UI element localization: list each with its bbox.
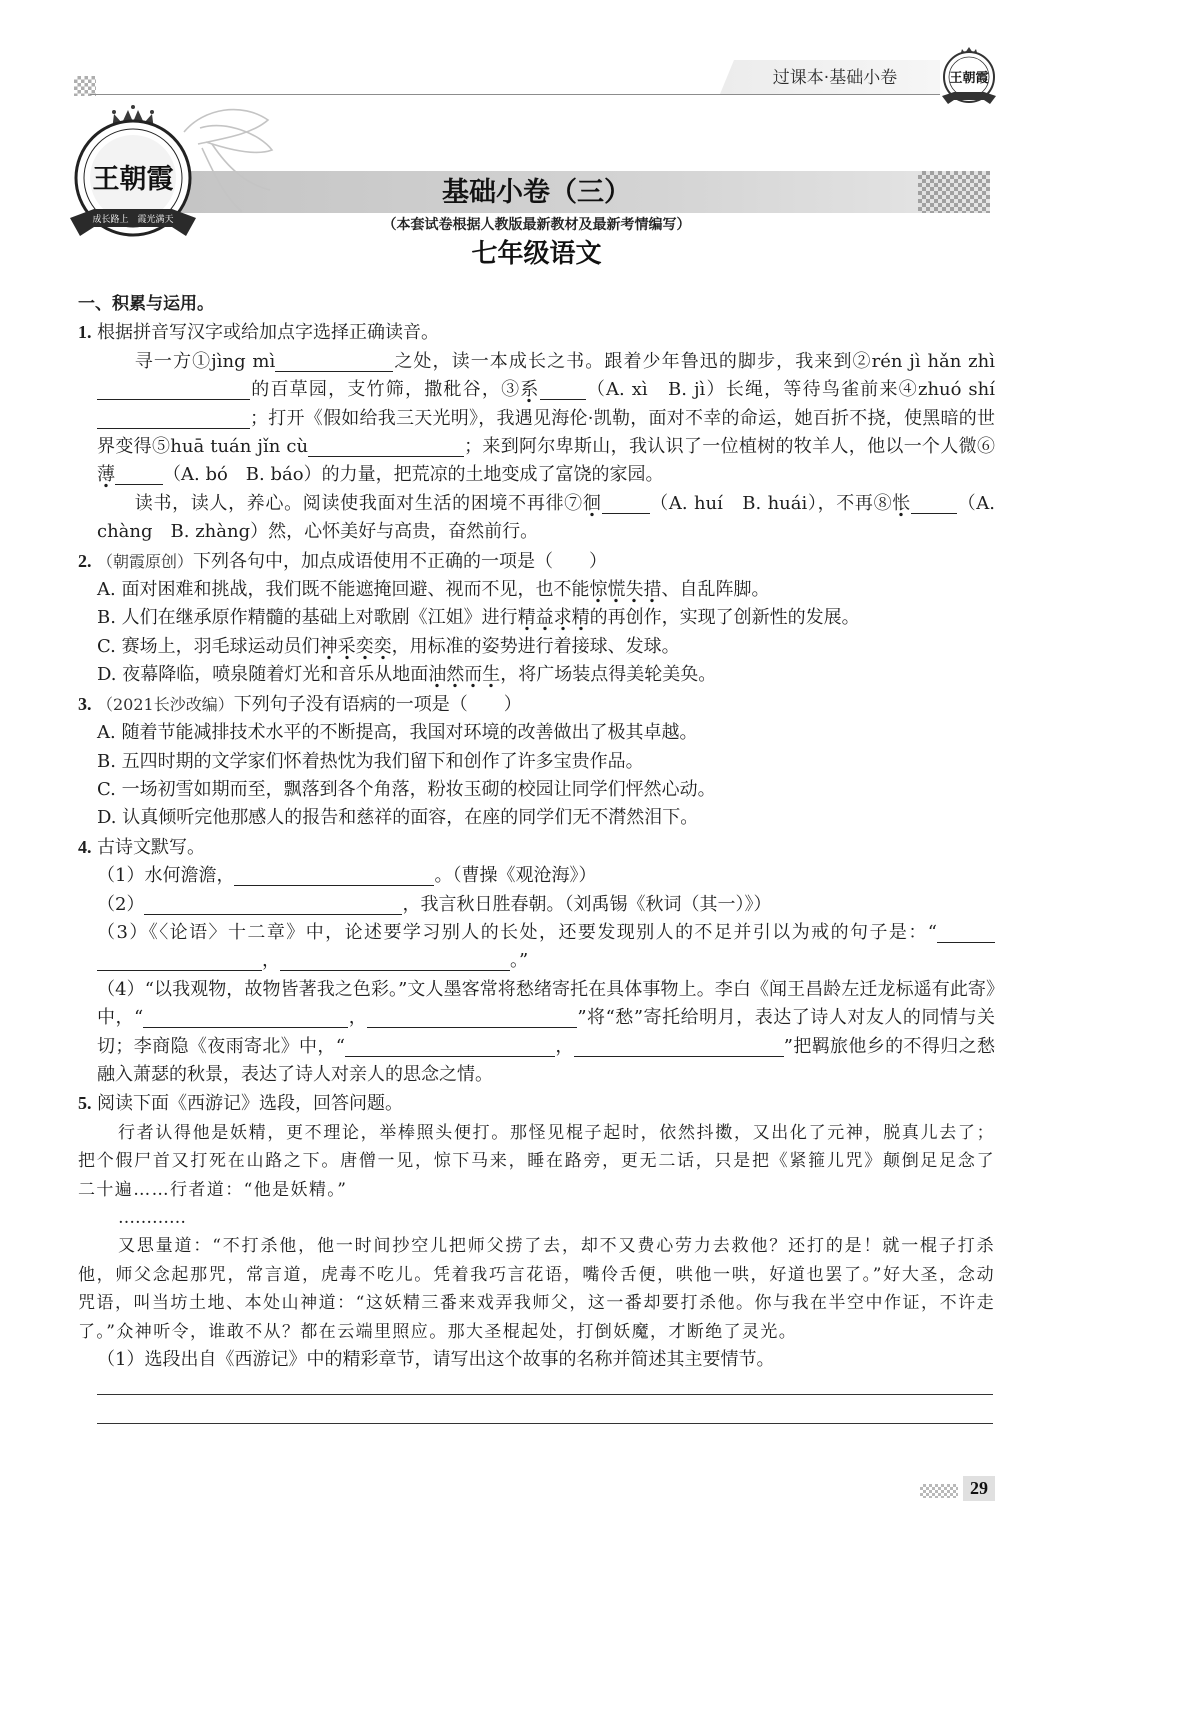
option-label: C. [97,635,122,657]
answer-line [97,1395,993,1424]
option-text: 的再创作，实现了创新性的发展。 [589,607,860,629]
option-text: 认真倾听完他那感人的报告和慈祥的面容，在座的同学们无不潸然泪下。 [122,807,699,829]
q3-option-a [78,719,995,747]
paper-title: 基础小卷（三） [442,177,631,208]
header-rule [90,94,940,95]
q4-item-3 [78,919,995,976]
item-text: 。” [510,950,529,972]
answer-blank [144,894,402,915]
dotted-idiom: 油然而生 [428,664,500,688]
option-label: D. [97,664,123,686]
q4-item-4 [78,976,995,1090]
item-text: “以我观物，故物皆著我之色彩。”文人墨客常将愁绪寄托在具体事物上。李白《闻王昌龄左迁龙标遥有此寄》中，“ [97,978,995,1029]
answer-blank [602,493,650,514]
question-prompt: 阅读下面《西游记》选段，回答问题。 [97,1093,403,1115]
page-number-dot-pattern [920,1484,958,1498]
section-heading: 一、积累与运用。 [78,294,214,314]
text-segment: （A. chàng B. zhàng）然，心怀美好与高贵，奋然前行。 [97,492,995,543]
option-text: 五四时期的文学家们怀着热忱为我们留下和创作了许多宝贵作品。 [121,750,644,772]
question-stem: 下列句子没有语病的一项是（ ） [233,693,522,715]
text-segment: 寻一方①jìng mì [134,350,276,372]
answer-blank [574,1036,784,1057]
option-label: D. [97,807,123,829]
q1-paragraph-2 [78,490,995,547]
answer-blank [97,408,250,429]
item-label: （2） [97,893,145,915]
question-number: 1. [78,322,92,343]
paper-note: （本套试卷根据人教版最新教材及最新考情编写） [382,217,691,233]
answer-blank [911,493,957,514]
series-title: 过课本·基础小卷 [772,68,898,88]
option-text: 赛场上，羽毛球运动员们 [121,635,320,657]
item-label: （3） [97,921,149,943]
option-text: 夜幕降临，喷泉随着灯光和音乐从地面 [122,664,429,686]
dotted-idiom: 惊慌失措 [589,579,661,603]
q3-option-d [78,804,995,832]
text-segment: ；打开《假如给我三天光明》，我遇见海伦·凯勒，面对不幸的命运，她百折不挠，使黑暗的世界变得⑤huā tuán jǐn cù [97,407,995,458]
reading-passage-2: 又思量道：“不打杀他，他一时间抄空儿把师父捞了去，却不又费心劳力去救他？还打的是！就一棍子打杀他，师父念起那咒，常言道，虎毒不吃儿。凭着我巧言花语，嘴伶舌便，哄他一哄，好道也罢了。”好大圣，念动咒语，叫当坊土地、本处山神道：“这妖精三番来戏弄我师父，这一番却要打杀他。你与我在半空中作证，不许走了。”众神听令，谁敢不从？都在云端里照应。那大圣棍起处，打倒妖魔，才断绝了灵光。 [78,1236,995,1342]
item-label: （4） [97,978,145,1000]
answer-blank [937,922,995,943]
option-label: B. [97,607,122,629]
q2-option-d [78,661,995,689]
badge-brand-text: 王朝霞 [949,71,989,86]
option-text: 、自乱阵脚。 [661,579,770,601]
question-prompt: 根据拼音写汉字或给加点字选择正确读音。 [97,322,439,344]
item-text: ， [555,1035,574,1057]
answer-blank [345,1036,555,1057]
answer-blank [115,464,163,485]
q2-option-c [78,633,995,661]
text-segment: 之处，读一本成长之书。跟着少年鲁迅的脚步，我来到②rén jì hǎn zhì [393,350,996,372]
answer-blank [540,379,586,400]
question-number: 4. [78,836,92,857]
brand-badge-icon [934,46,1004,108]
question-source: （2021长沙改编） [97,694,234,714]
question-stem: 下列各句中，加点成语使用不正确的一项是（ ） [193,550,608,572]
question-source: （朝霞原创） [97,551,194,571]
answer-blank [143,1007,348,1028]
item-text: 《〈论语〉十二章》中，论述要学习别人的长处，还要发现别人的不足并引以为戒的句子是：“ [148,921,938,943]
option-text: ，用标准的姿势进行着接球、发球。 [391,635,680,657]
q2-option-a [78,576,995,604]
item-text: ， [262,950,280,972]
item-text: ， [348,1007,368,1029]
q1-paragraph-1 [78,348,995,490]
answer-blank [275,351,393,372]
item-text: ，我言秋日胜春朝。（刘禹锡《秋词（其一）》） [402,893,772,915]
option-text: 随着节能减排技术水平的不断提高，我国对环境的改善做出了极其卓越。 [121,722,698,744]
text-segment: 的百草园，支竹筛，撒秕谷，③ [250,379,521,401]
reading-passage-1: 行者认得他是妖精，更不理论，举棒照头便打。那怪见棍子起时，依然抖擞，又出化了元神，脱真儿去了；把个假尸首又打死在山路之下。唐僧一见，惊下马来，睡在路旁，更无二话，只是把《紧箍儿咒》颠倒足足念了二十遍……行者道：“他是妖精。” [78,1122,995,1200]
item-text: 选段出自《西游记》中的精彩章节，请写出这个故事的名称并简述其主要情节。 [144,1349,775,1371]
question-number: 2. [78,550,92,571]
text-segment: ；来到阿尔卑斯山，我认识了一位植树的牧羊人，他以一个人微⑥ [464,436,996,458]
text-segment: （A. xì B. jì）长绳，等待鸟雀前来④zhuó shí [585,379,996,401]
item-text: ”把羁旅他乡的不得归之愁融入萧瑟的秋景，表达了诗人对亲人的思念之情。 [97,1035,996,1085]
item-label: （1） [97,865,145,887]
dotted-character: 系 [520,379,539,403]
question-number: 5. [78,1093,92,1114]
option-text: 人们在继承原作精髓的基础上对歌剧《江姐》进行 [121,607,518,629]
answer-blank [367,1007,577,1028]
q5-subquestion-1 [78,1346,995,1374]
logo-brand-text: 王朝霞 [92,164,174,195]
answer-blank [97,379,250,400]
item-label: （1） [97,1349,145,1371]
question-prompt: 古诗文默写。 [97,836,205,858]
item-text: ”将“愁”寄托给明月，表达了诗人对友人的同情与关切；李商隐《夜雨寄北》中，“ [97,1007,996,1057]
q4-item-2 [78,891,995,919]
question-4 [78,833,995,862]
q4-item-1 [78,862,995,890]
question-1 [78,318,995,347]
exam-body [78,290,995,1424]
question-5 [78,1089,995,1118]
dotted-idiom: 精益求精 [518,607,590,631]
q3-option-c [78,776,995,804]
dotted-character: 徊 [583,493,602,517]
dotted-character: 薄 [97,464,115,488]
paper-subject: 七年级语文 [471,239,602,269]
answer-blank [97,950,262,971]
logo-slogan-text: 成长路上 霞光满天 [92,215,174,225]
option-label: A. [97,722,122,744]
answer-blank [234,865,434,886]
option-label: A. [97,579,122,601]
page-number: 29 [963,1476,995,1501]
passage-ellipsis: ………… [118,1208,186,1228]
option-label: C. [97,778,122,800]
text-segment: 读书，读人，养心。阅读使我面对生活的困境不再徘⑦ [134,492,583,514]
question-3 [78,690,995,719]
answer-line [97,1374,993,1395]
q3-option-b [78,748,995,776]
question-number: 3. [78,693,92,714]
dotted-character: 怅 [892,493,911,517]
option-text: 面对困难和挑战，我们既不能遮掩回避、视而不见，也不能 [121,579,590,601]
question-2 [78,547,995,576]
text-segment: （A. huí B. huái），不再⑧ [649,492,893,514]
item-text: 。（曹操《观沧海》） [434,865,597,887]
option-text: ，将广场装点得美轮美奂。 [500,664,717,686]
option-text: 一场初雪如期而至，飘落到各个角落，粉妆玉砌的校园让同学们怦然心动。 [121,778,716,800]
q2-option-b [78,604,995,632]
dotted-idiom: 神采奕奕 [320,636,392,660]
answer-blank [308,436,464,457]
item-text: 水何澹澹， [144,865,235,887]
corner-dot-pattern [74,76,96,96]
option-label: B. [97,750,122,772]
answer-blank [280,950,510,971]
text-segment: （A. bó B. báo）的力量，把荒凉的土地变成了富饶的家园。 [163,464,664,486]
